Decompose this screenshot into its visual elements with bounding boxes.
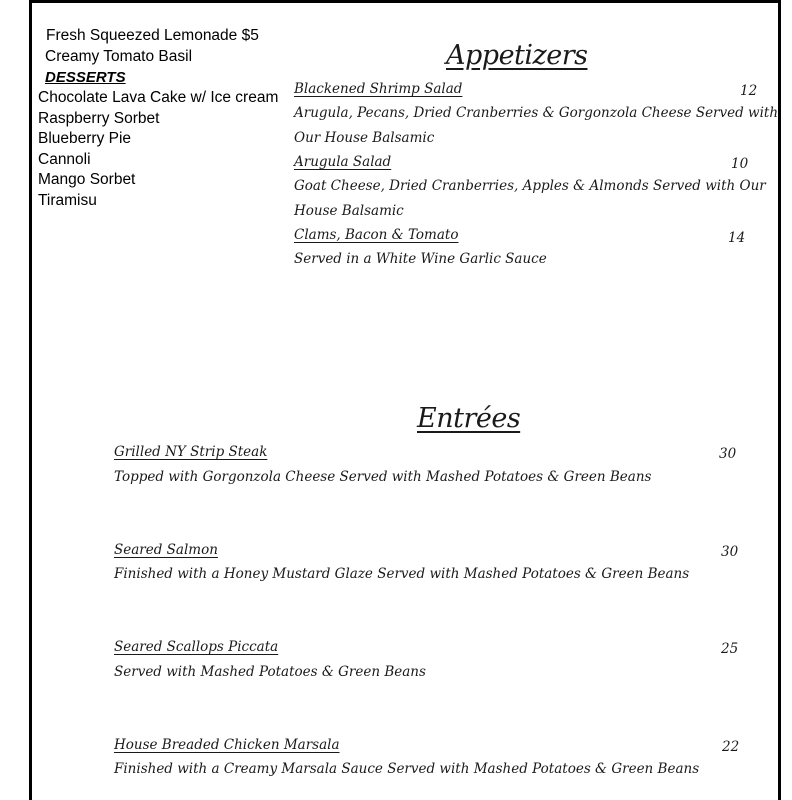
appetizers-title: Appetizers — [446, 40, 588, 71]
appetizer-name: Clams, Bacon & Tomato — [294, 227, 459, 243]
entree-name: House Breaded Chicken Marsala — [114, 737, 340, 753]
appetizer-name: Arugula Salad — [294, 154, 392, 170]
entree-price: 25 — [721, 641, 739, 657]
appetizer-name: Blackened Shrimp Salad — [294, 81, 463, 97]
appetizer-description: Our House Balsamic — [294, 130, 435, 146]
entree-price: 22 — [722, 739, 740, 755]
appetizer-description: Goat Cheese, Dried Cranberries, Apples & Almonds Served with Our — [294, 178, 766, 194]
entree-name: Seared Salmon — [114, 542, 218, 558]
dessert-item: Blueberry Pie — [38, 130, 132, 147]
entree-price: 30 — [719, 446, 737, 462]
entree-description: Finished with a Creamy Marsala Sauce Served with Mashed Potatoes & Green Beans — [114, 761, 700, 777]
appetizer-description: Served in a White Wine Garlic Sauce — [294, 251, 547, 267]
dessert-item: Raspberry Sorbet — [38, 110, 160, 127]
dessert-item: Chocolate Lava Cake w/ Ice cream — [38, 89, 279, 106]
appetizer-description: House Balsamic — [294, 203, 404, 219]
entree-description: Finished with a Honey Mustard Glaze Served with Mashed Potatoes & Green Beans — [114, 566, 690, 582]
entree-description: Served with Mashed Potatoes & Green Beans — [114, 664, 426, 680]
entree-name: Grilled NY Strip Steak — [114, 444, 268, 460]
desserts-heading: DESSERTS — [45, 69, 126, 86]
appetizer-description: Arugula, Pecans, Dried Cranberries & Gorgonzola Cheese Served with — [294, 105, 779, 121]
appetizer-price: 10 — [731, 156, 749, 172]
soup-item: Creamy Tomato Basil — [45, 48, 193, 65]
appetizer-price: 12 — [740, 83, 758, 99]
dessert-item: Cannoli — [38, 151, 91, 168]
appetizer-price: 14 — [728, 230, 746, 246]
entree-description: Topped with Gorgonzola Cheese Served with Mashed Potatoes & Green Beans — [114, 469, 652, 485]
dessert-item: Tiramisu — [38, 192, 97, 209]
entree-name: Seared Scallops Piccata — [114, 639, 279, 655]
dessert-item: Mango Sorbet — [38, 171, 136, 188]
drink-item: Fresh Squeezed Lemonade $5 — [46, 27, 259, 44]
entrees-title: Entrées — [417, 403, 521, 434]
entree-price: 30 — [721, 544, 739, 560]
